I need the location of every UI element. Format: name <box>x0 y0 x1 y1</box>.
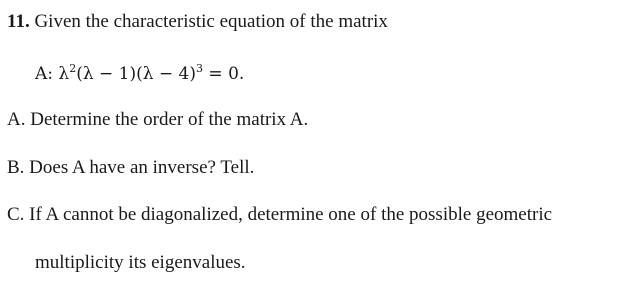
equation-lhs: A: λ <box>35 64 70 84</box>
equation-exponent-2: 3 <box>196 62 204 75</box>
equation-middle: (λ − 1)(λ − 4) <box>76 64 197 84</box>
part-b-question: B. Does A have an inverse? Tell. <box>7 157 255 178</box>
question-title <box>7 11 388 33</box>
characteristic-equation <box>35 63 244 85</box>
question-number: 11. <box>7 11 30 32</box>
question-text: Given the characteristic equation of the matrix <box>34 11 388 32</box>
equation-rhs: = 0. <box>203 64 245 84</box>
part-a-question: A. Determine the order of the matrix A. <box>7 109 309 130</box>
equation-exponent-1: 2 <box>69 62 77 75</box>
part-c-question: C. If A cannot be diagonalized, determine one of the possible geometric <box>7 204 553 225</box>
part-c-question-continued: multiplicity its eigenvalues. <box>35 252 246 273</box>
